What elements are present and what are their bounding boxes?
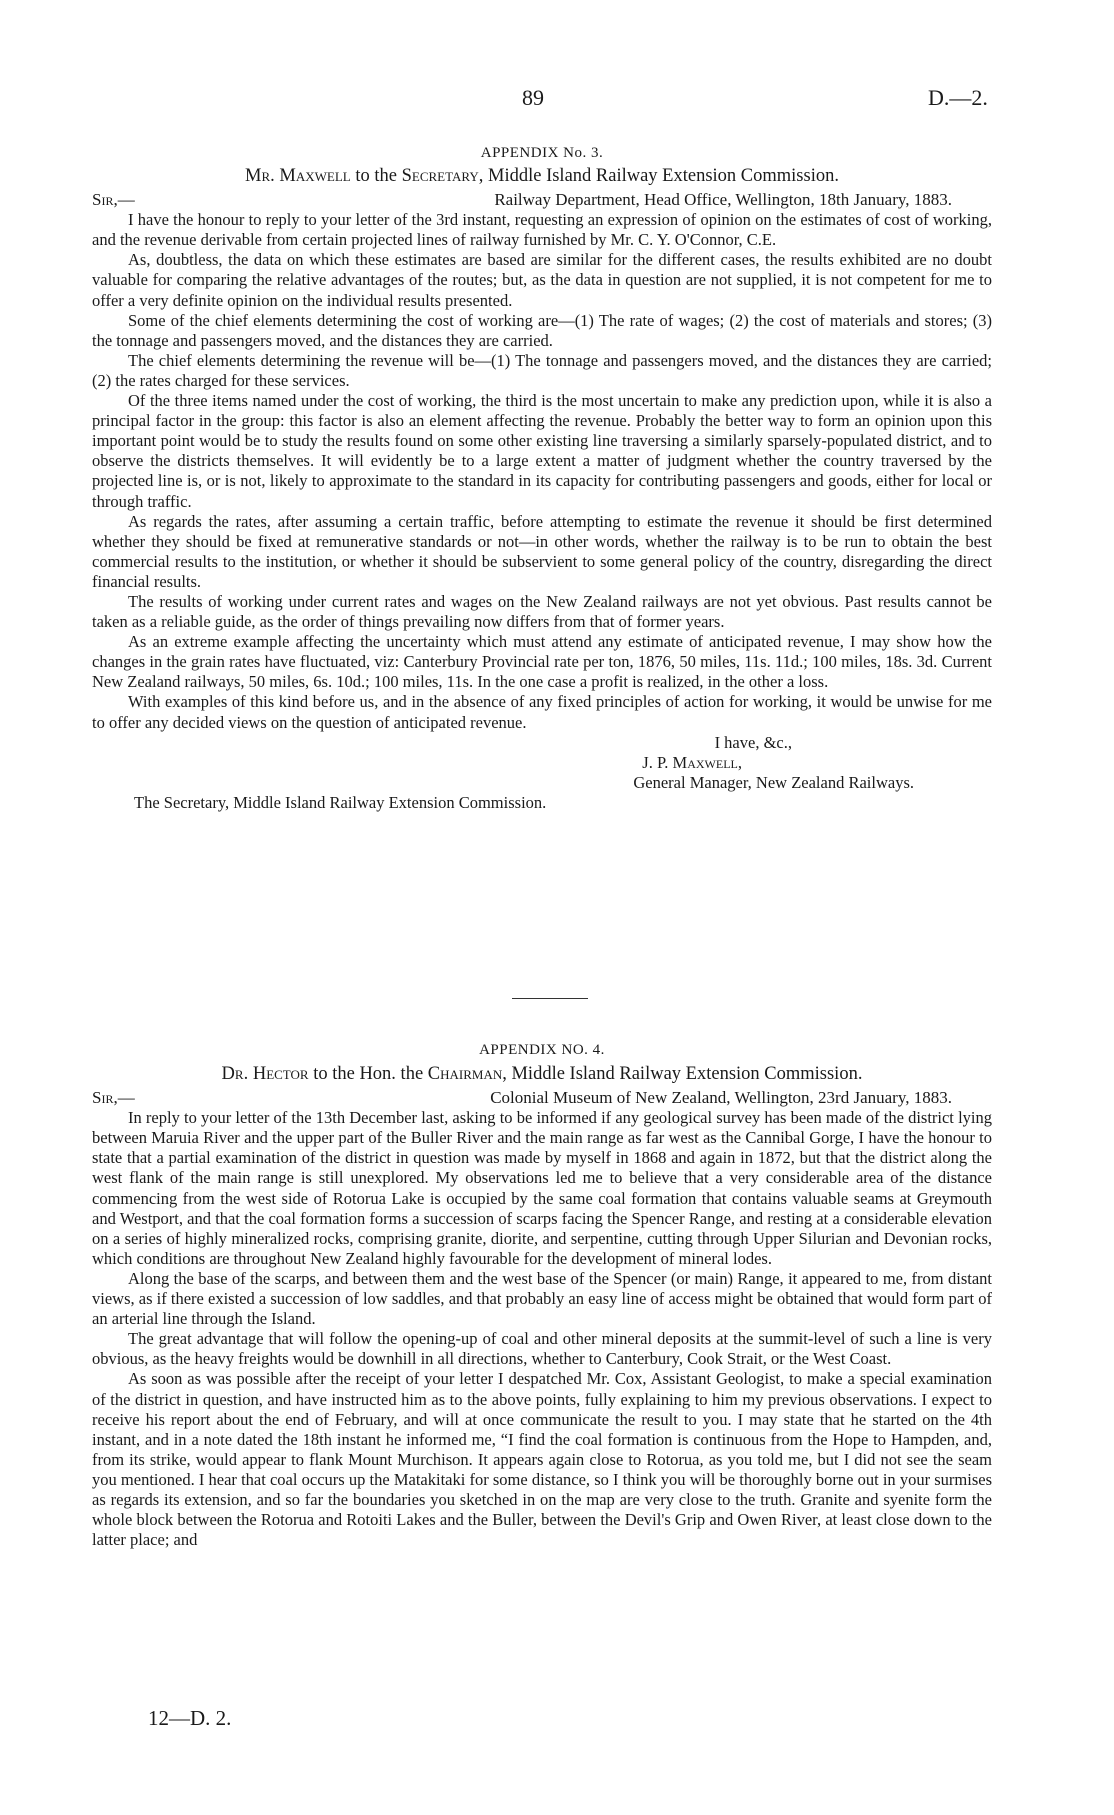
- signature: J. P. Maxwell,: [642, 752, 742, 772]
- appendix-4-commission: Middle Island Railway Extension Commission.: [511, 1064, 863, 1085]
- appendix-3-to-word: to the: [355, 166, 397, 187]
- appendix-3-body: [92, 210, 992, 732]
- paragraph: As, doubtless, the data on which these estimates are based are similar for the different cases, the results exhibited are no doubt valuable for comparing the relative advantages of the routes; but, as the data in question are not supplied, it is not competent for me to offer a very definite opinion on the individual results presented.: [92, 250, 992, 310]
- paragraph: The results of working under current rates and wages on the New Zealand railways are not yet obvious. Past results cannot be taken as a reliable guide, as the order of things prevailing now differs from that of former years.: [92, 591, 992, 632]
- appendix-4-to: Chairman,: [427, 1064, 507, 1085]
- appendix-4: [92, 1040, 992, 1550]
- addressee: The Secretary, Middle Island Railway Extension Commission.: [134, 792, 547, 812]
- appendix-3-heading: [92, 166, 992, 186]
- paragraph: As regards the rates, after assuming a certain traffic, before attempting to estimate the revenue it should be first determined whether they should be fixed at remunerative standards or not—in other words, whether the railway is to be run to obtain the best commercial results to the institution, or whether it should be subservient to some general policy of the country, disregarding the direct financial results.: [92, 511, 992, 591]
- appendix-3-salutation-line: [92, 190, 992, 210]
- section-divider: [512, 998, 588, 999]
- appendix-4-title: APPENDIX NO. 4.: [479, 1042, 605, 1058]
- signature-title: General Manager, New Zealand Railways.: [633, 772, 914, 792]
- appendix-4-address: Colonial Museum of New Zealand, Wellington, 23rd January, 1883.: [490, 1088, 952, 1108]
- appendix-4-salutation: Sir,—: [92, 1088, 135, 1108]
- paragraph: As soon as was possible after the receipt of your letter I despatched Mr. Cox, Assistant Geologist, to make a special examination of the district in question, and have instructed him as to the above points, fully explaining to him my previous observations. I expect to receive his report about the end of February, and will at once communicate the result to you. I may state that he started on the 4th instant, and in a note dated the 18th instant he informed me, “I find the coal formation is continuous from the Hope to Hampden, and, from its strike, would appear to flank Mount Murchison. It appears again close to Rotorua, as you told me, but I did not see the seam you mentioned. I hear that coal occurs up the Matakitaki for some distance, so I think you will be thoroughly borne out in your surmises as regards its extension, and so far the boundaries you sketched in on the map are very close to the truth. Granite and syenite form the whole block between the Rotorua and Rotoiti Lakes and the Buller, between the Devil's Grip and Owen River, at least close down to the latter place; and: [92, 1369, 992, 1550]
- document-reference: D.—2.: [928, 85, 988, 110]
- paragraph: With examples of this kind before us, and in the absence of any fixed principles of action for working, it would be unwise for me to offer any decided views on the question of anticipated revenue.: [92, 692, 992, 732]
- paragraph: In reply to your letter of the 13th December last, asking to be informed if any geological survey has been made of the district lying between Maruia River and the upper part of the Buller River and the main range as far west as the Cannibal Gorge, I have the honour to state that a partial examination of the district in question was made by myself in 1868 and again in 1872, but that the district along the west flank of the main range is still unexplored. My observations led me to believe that a very considerable area of the distance commencing from the west side of Rotorua Lake is occupied by the same coal formation that contains valuable seams at Greymouth and Westport, and that the coal formation forms a succession of scarps facing the Spencer Range, and resting at a considerable elevation on a series of highly mineralized rocks, comprising granite, diorite, and serpentine, cutting through Upper Silurian and Devonian rocks, which conditions are throughout New Zealand highly favourable for the development of mineral lodes.: [92, 1108, 992, 1268]
- paragraph: Some of the chief elements determining the cost of working are—(1) The rate of wages; (2) the cost of materials and stores; (3) the tonnage and passengers moved, and the distances they are carried.: [92, 310, 992, 350]
- page-number: 89: [522, 85, 544, 110]
- appendix-4-body: [92, 1108, 992, 1550]
- paragraph: I have the honour to reply to your letter of the 3rd instant, requesting an expression of opinion on the estimates of cost of working, and the revenue derivable from certain projected lines of railway furnished by Mr. C. Y. O'Connor, C.E.: [92, 210, 992, 250]
- paragraph: As an extreme example affecting the uncertainty which must attend any estimate of anticipated revenue, I may show how the changes in the grain rates have fluctuated, viz: Canterbury Provincial rate per ton, 1876, 50 miles, 11s. 11d.; 100 miles, 18s. 3d. Current New Zealand railways, 50 miles, 6s. 10d.; 100 miles, 11s. In the one case a profit is realized, in the other a loss.: [92, 632, 992, 692]
- appendix-3-from: Mr. Maxwell: [245, 166, 351, 187]
- appendix-4-to-word: to the Hon. the: [313, 1064, 424, 1085]
- paragraph: Of the three items named under the cost of working, the third is the most uncertain to make any prediction upon, while it is also a principal factor in the group: this factor is also an element affecting the revenue. Probably the better way to form an opinion upon this important point would be to study the results found on some other existing line traversing a similarly sparsely-populated district, and to observe the districts themselves. It will evidently be to a large extent a matter of judgment whether the country traversed by the projected line is, or is not, likely to approximate to the standard in its capacity for contributing passengers and goods, either for local or through traffic.: [92, 391, 992, 511]
- appendix-3-address: Railway Department, Head Office, Wellington, 18th January, 1883.: [494, 190, 952, 210]
- appendix-4-salutation-line: [92, 1088, 992, 1108]
- signature-mark: 12—D. 2.: [148, 1706, 232, 1730]
- paragraph: Along the base of the scarps, and between them and the west base of the Spencer (or main) Range, it appeared to me, from distant views, as if there existed a succession of low saddles, and that probably an easy line of access might be obtained that would form part of an arterial line through the Island.: [92, 1268, 992, 1329]
- paragraph: The great advantage that will follow the opening-up of coal and other mineral deposits at the summit-level of such a line is very obvious, as the heavy freights would be downhill in all directions, whether to Canterbury, Cook Strait, or the West Coast.: [92, 1329, 992, 1369]
- closing: I have, &c.,: [714, 732, 792, 752]
- paragraph: The chief elements determining the revenue will be—(1) The tonnage and passengers moved, and the distances they are carried; (2) the rates charged for these services.: [92, 350, 992, 390]
- appendix-4-from: Dr. Hector: [221, 1064, 309, 1085]
- appendix-3-title: APPENDIX No. 3.: [480, 145, 604, 161]
- appendix-4-heading: [92, 1064, 992, 1084]
- appendix-3-to: Secretary,: [401, 166, 484, 187]
- appendix-3-salutation: Sir,—: [92, 190, 135, 210]
- appendix-3-commission: Middle Island Railway Extension Commission.: [488, 166, 839, 187]
- appendix-3: [92, 143, 992, 813]
